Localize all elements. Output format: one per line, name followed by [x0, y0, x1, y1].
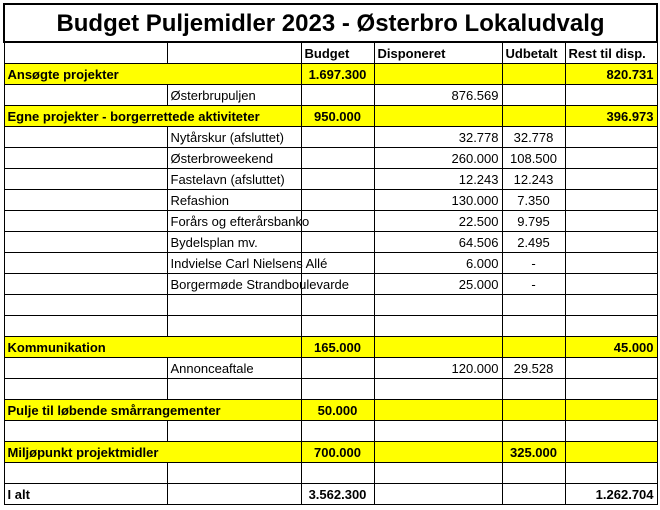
empty-cell	[565, 379, 657, 400]
udbetalt-cell: 29.528	[502, 358, 565, 379]
item-row	[4, 127, 657, 148]
empty-cell	[565, 148, 657, 169]
empty-cell	[374, 421, 502, 442]
empty-cell	[502, 421, 565, 442]
empty-cell	[502, 463, 565, 484]
empty-cell	[167, 316, 301, 337]
item-row	[4, 169, 657, 190]
item-row	[4, 211, 657, 232]
empty-cell	[301, 127, 374, 148]
header-cell	[167, 42, 301, 64]
item-row	[4, 148, 657, 169]
disponeret-cell: 25.000	[374, 274, 502, 295]
udbetalt-cell: 12.243	[502, 169, 565, 190]
empty-cell	[4, 253, 167, 274]
empty-cell	[4, 463, 167, 484]
item-row	[4, 190, 657, 211]
item-label: Indvielse Carl Nielsens Allé	[167, 253, 301, 274]
budget-sheet	[3, 3, 656, 505]
disponeret-cell: 260.000	[374, 148, 502, 169]
empty-cell	[4, 127, 167, 148]
empty-cell	[565, 316, 657, 337]
header-row	[4, 42, 657, 64]
empty-cell	[374, 463, 502, 484]
blank-row	[4, 295, 657, 316]
empty-cell	[4, 295, 167, 316]
header-rest: Rest til disp.	[565, 42, 657, 64]
empty-cell	[4, 232, 167, 253]
udbetalt-cell: 7.350	[502, 190, 565, 211]
blank-row	[4, 421, 657, 442]
empty-cell	[167, 379, 301, 400]
rest-cell	[565, 400, 657, 421]
empty-cell	[565, 232, 657, 253]
disponeret-cell: 64.506	[374, 232, 502, 253]
empty-cell	[565, 274, 657, 295]
section-row	[4, 64, 657, 85]
empty-cell	[167, 421, 301, 442]
header-disponeret: Disponeret	[374, 42, 502, 64]
budget-cell: 1.697.300	[301, 64, 374, 85]
udbetalt-cell: 32.778	[502, 127, 565, 148]
empty-cell	[565, 463, 657, 484]
empty-cell	[167, 463, 301, 484]
empty-cell	[301, 85, 374, 106]
budget-cell: 950.000	[301, 106, 374, 127]
empty-cell	[301, 463, 374, 484]
budget-cell: 50.000	[301, 400, 374, 421]
header-cell	[4, 42, 167, 64]
empty-cell	[301, 211, 374, 232]
empty-cell	[565, 190, 657, 211]
udbetalt-cell	[502, 106, 565, 127]
section-label: Ansøgte projekter	[4, 64, 301, 85]
item-row	[4, 232, 657, 253]
disponeret-cell	[374, 64, 502, 85]
empty-cell	[301, 190, 374, 211]
total-budget: 3.562.300	[301, 484, 374, 505]
item-row	[4, 274, 657, 295]
disponeret-cell	[374, 337, 502, 358]
empty-cell	[565, 169, 657, 190]
section-row	[4, 442, 657, 463]
empty-cell	[4, 211, 167, 232]
disponeret-cell	[374, 442, 502, 463]
disponeret-cell: 32.778	[374, 127, 502, 148]
empty-cell	[4, 85, 167, 106]
empty-cell	[301, 358, 374, 379]
empty-cell	[374, 295, 502, 316]
item-label: Borgermøde Strandboulevarde	[167, 274, 301, 295]
disponeret-cell: 120.000	[374, 358, 502, 379]
udbetalt-cell	[502, 85, 565, 106]
empty-cell	[565, 253, 657, 274]
section-label: Egne projekter - borgerrettede aktiviteter	[4, 106, 301, 127]
budget-table	[3, 3, 658, 505]
total-label: I alt	[4, 484, 167, 505]
empty-cell	[4, 274, 167, 295]
page-title: Budget Puljemidler 2023 - Østerbro Lokaludvalg	[4, 4, 657, 42]
item-row	[4, 253, 657, 274]
blank-row	[4, 463, 657, 484]
rest-cell: 820.731	[565, 64, 657, 85]
empty-cell	[565, 295, 657, 316]
section-label: Miljøpunkt projektmidler	[4, 442, 301, 463]
udbetalt-cell: 2.495	[502, 232, 565, 253]
empty-cell	[301, 421, 374, 442]
disponeret-cell: 22.500	[374, 211, 502, 232]
disponeret-cell	[374, 400, 502, 421]
empty-cell	[301, 148, 374, 169]
section-label: Kommunikation	[4, 337, 301, 358]
section-row	[4, 106, 657, 127]
empty-cell	[565, 421, 657, 442]
empty-cell	[565, 358, 657, 379]
udbetalt-cell	[502, 64, 565, 85]
empty-cell	[502, 295, 565, 316]
empty-cell	[4, 148, 167, 169]
item-label: Bydelsplan mv.	[167, 232, 301, 253]
section-label: Pulje til løbende smårrangementer	[4, 400, 301, 421]
blank-row	[4, 379, 657, 400]
item-label: Annonceaftale	[167, 358, 301, 379]
empty-cell	[374, 316, 502, 337]
rest-cell: 396.973	[565, 106, 657, 127]
empty-cell	[301, 379, 374, 400]
disponeret-cell: 130.000	[374, 190, 502, 211]
empty-cell	[374, 484, 502, 505]
udbetalt-cell: 9.795	[502, 211, 565, 232]
title-row	[4, 4, 657, 42]
empty-cell	[502, 484, 565, 505]
section-row	[4, 337, 657, 358]
empty-cell	[167, 295, 301, 316]
total-rest: 1.262.704	[565, 484, 657, 505]
item-label: Refashion	[167, 190, 301, 211]
blank-row	[4, 316, 657, 337]
empty-cell	[565, 211, 657, 232]
rest-cell	[565, 442, 657, 463]
empty-cell	[502, 316, 565, 337]
budget-cell: 165.000	[301, 337, 374, 358]
udbetalt-cell	[502, 337, 565, 358]
empty-cell	[4, 358, 167, 379]
udbetalt-cell: -	[502, 253, 565, 274]
item-label: Østerbrupuljen	[167, 85, 301, 106]
empty-cell	[301, 316, 374, 337]
empty-cell	[301, 295, 374, 316]
disponeret-cell: 876.569	[374, 85, 502, 106]
header-budget: Budget	[301, 42, 374, 64]
empty-cell	[4, 379, 167, 400]
empty-cell	[565, 85, 657, 106]
item-label: Forårs og efterårsbanko	[167, 211, 301, 232]
udbetalt-cell: 325.000	[502, 442, 565, 463]
item-row	[4, 358, 657, 379]
udbetalt-cell: 108.500	[502, 148, 565, 169]
item-label: Fastelavn (afsluttet)	[167, 169, 301, 190]
item-row	[4, 85, 657, 106]
empty-cell	[502, 379, 565, 400]
rest-cell: 45.000	[565, 337, 657, 358]
empty-cell	[565, 127, 657, 148]
item-label: Østerbroweekend	[167, 148, 301, 169]
total-row	[4, 484, 657, 505]
empty-cell	[374, 379, 502, 400]
disponeret-cell: 6.000	[374, 253, 502, 274]
item-label: Nytårskur (afsluttet)	[167, 127, 301, 148]
section-row	[4, 400, 657, 421]
empty-cell	[4, 421, 167, 442]
empty-cell	[4, 169, 167, 190]
empty-cell	[4, 190, 167, 211]
empty-cell	[4, 316, 167, 337]
empty-cell	[301, 169, 374, 190]
header-udbetalt: Udbetalt	[502, 42, 565, 64]
udbetalt-cell: -	[502, 274, 565, 295]
disponeret-cell	[374, 106, 502, 127]
budget-cell: 700.000	[301, 442, 374, 463]
disponeret-cell: 12.243	[374, 169, 502, 190]
empty-cell	[301, 232, 374, 253]
udbetalt-cell	[502, 400, 565, 421]
empty-cell	[167, 484, 301, 505]
